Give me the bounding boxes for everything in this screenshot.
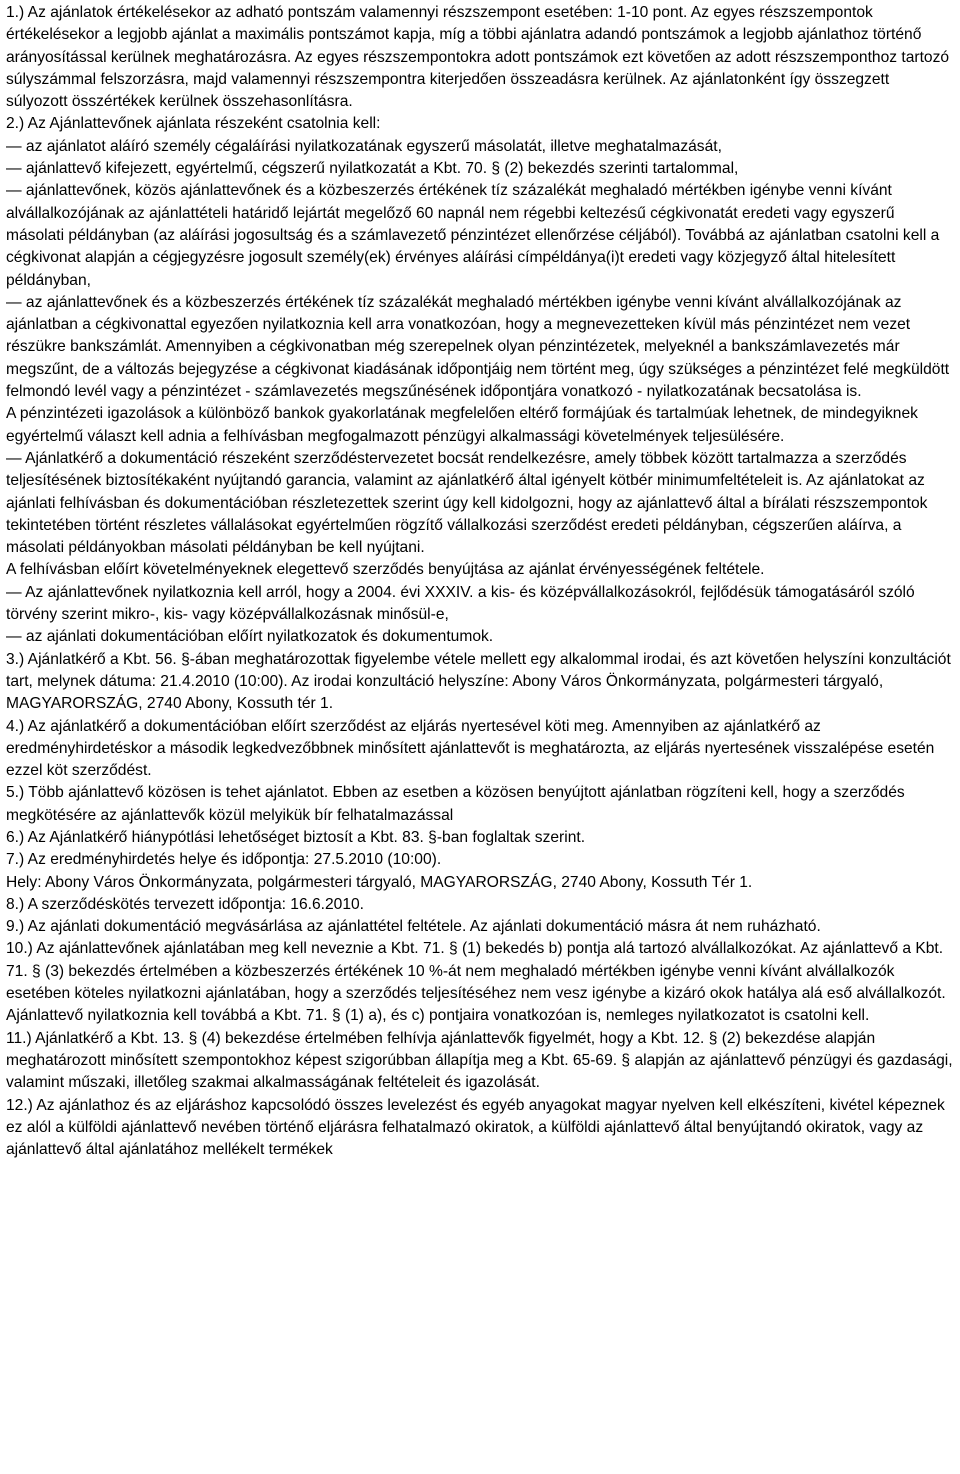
paragraph-8-contract-date: 8.) A szerződéskötés tervezett időpontja: 16.6.2010. [6,895,365,913]
list-item-required-documents: — az ajánlati dokumentációban előírt nyilatkozatok és dokumentumok. [6,628,494,646]
paragraph-1-scoring: 1.) Az ajánlatok értékelésekor az adható pontszám valamennyi részszempont esetében: 1-10 pont. Az egyes részszempontok értékelésekor a legjobb ajánlat a maximális pontszámot kapja, míg a többi ajánlatra adandó pontszámok a legjobb ajánlathoz történő arányosítással kerülnek meghatározásra. Az egyes részszempontokra adott pontszámok ezt követően az adott részszemponthoz tartozó súlyszámmal felszorzásra, majd valamennyi részszempontra kiterjedően összeadásra kerülnek. Az ajánlatonként így összegzett súlyozott összértékek kerülnek összehasonlításra. [6,4,950,111]
paragraph-12-language: 12.) Az ajánlathoz és az eljáráshoz kapcsolódó összes levelezést és egyéb anyagokat magyar nyelven kell elkészíteni, kivétel képeznek ez alól a külföldi ajánlattevő nevében történő eljárásra felhatalmazó okiratok, a külföldi ajánlattevő által benyújtandó okiratok, vagy az ajánlattevő által ajánlatához mellékelt termékek [6,1096,945,1159]
paragraph-9-documentation: 9.) Az ajánlati dokumentáció megvásárlása az ajánlattétel feltétele. Az ajánlati dokumentáció másra át nem ruházható. [6,918,821,936]
paragraph-10-subcontractors: 10.) Az ajánlattevőnek ajánlatában meg kell neveznie a Kbt. 71. § (1) bekedés b) pontja alá tartozó alvállalkozókat. Az ajánlattevő a Kbt. 71. § (3) bekezdés értelmében a közbeszerzés értékének 10 %-át nem meghaladó mértékben igénybe venni kívánt alvállalkozók esetében köteles nyilatkozni ajánlatában, hogy a szerződés teljesítéséhez nem vesz igénybe a kizáró okok hatálya alá eső alvállalkozót. Ajánlattevő nyilatkoznia kell továbbá a Kbt. 71. § (1) a), és c) pontjaira vonatkozóan is, nemleges nyilatkozatot is csatolni kell. [6,940,946,1025]
paragraph-2-intro: 2.) Az Ajánlattevőnek ajánlata részeként csatolnia kell: [6,115,381,133]
list-item-company-extract: — ajánlattevőnek, közös ajánlattevőnek és a közbeszerzés értékének tíz százalékát meghaladó mértékben igénybe venni kívánt alvállalkozójának az ajánlattételi határidő lejártát megelőző 60 napnál nem régebbi keltezésű cégkivonatát eredeti vagy egyszerű másolati példányban (az aláírási jogosultság és a számlavezető pénzintézet ellenőrzése céljából). Továbbá az ajánlatban csatolni kell a cégkivonat alapján a cégjegyzésre jogosult személy(ek) érvényes aláírási címpéldánya(i)t eredeti vagy közjegyző által hitelesített példányban, [6,182,940,289]
list-item-signature-declaration: — az ajánlatot aláíró személy cégaláírási nyilatkozatának egyszerű másolatát, illetve meghatalmazását, [6,137,722,155]
paragraph-7-result-announcement: 7.) Az eredményhirdetés helye és időpontja: 27.5.2010 (10:00). [6,851,442,869]
paragraph-5-joint-bid: 5.) Több ajánlattevő közösen is tehet ajánlatot. Ebben az esetben a közösen benyújtott ajánlatban rögzíteni kell, hogy a szerződés megkötésére az ajánlattevők közül melyikük bír felhatalmazással [6,784,905,824]
paragraph-11-suitability: 11.) Ajánlatkérő a Kbt. 13. § (4) bekezdése értelmében felhívja ajánlattevők figyelmét, hogy a Kbt. 12. § (2) bekezdése alapján meghatározott minősített szempontokhoz képest szigorúbban állapítja meg a Kbt. 65-69. § alapján az ajánlattevő pénzügyi és gazdasági, valamint műszaki, illetőleg szakmai alkalmasságának feltételeit és igazolását. [6,1029,953,1092]
paragraph-4-contract-winner: 4.) Az ajánlatkérő a dokumentációban előírt szerződést az eljárás nyertesével köti meg. Amennyiben az ajánlatkérő az eredményhirdetéskor a második legkedvezőbbnek minősített ajánlattevőt is meghatározta, az eljárás nyertesének visszalépése esetén ezzel köt szerződést. [6,717,935,780]
list-item-sme-declaration: — Az ajánlattevőnek nyilatkoznia kell arról, hogy a 2004. évi XXXIV. a kis- és középvállalkozásokról, fejlődésük támogatásáról szóló törvény szerint mikro-, kis- vagy középvállalkozásnak minősül-e, [6,583,915,624]
paragraph-contract-condition: A felhívásban előírt követelményeknek elegettevő szerződés benyújtása az ajánlat érvényességének feltétele. [6,561,765,579]
paragraph-announcement-location: Hely: Abony Város Önkormányzata, polgármesteri tárgyaló, MAGYARORSZÁG, 2740 Abony, Kossuth Tér 1. [6,873,753,891]
list-item-bank-account-statement: — az ajánlattevőnek és a közbeszerzés értékének tíz százalékát meghaladó mértékben igénybe venni kívánt alvállalkozójának az ajánlatban a cégkivonattal egyezően nyilatkoznia kell arra vonatkozóan, hogy a megnevezetteken kívül más pénzintézet nem vezet részükre bankszámlát. Amennyiben a cégkivonatban még szerepelnek olyan pénzintézetek, melyeknél a bankszámlavezetés már megszűnt, de a változás bejegyzése a cégkivonat kiadásának időpontjáig nem történt meg, úgy szükséges a pénzintézet felé megküldött felmondó levél vagy a pénzintézet - számlavezetés megszűnésének időpontjára vonatkozó - nyilatkozatának becsatolása is. [6,293,950,401]
list-item-kbt70-statement: — ajánlattevő kifejezett, egyértelmű, cégszerű nyilatkozatát a Kbt. 70. § (2) bekezdés szerinti tartalommal, [6,160,739,178]
paragraph-6-remedy: 6.) Az Ajánlatkérő hiánypótlási lehetőséget biztosít a Kbt. 83. §-ban foglaltak szerint. [6,828,586,846]
list-item-contract-draft: — Ajánlatkérő a dokumentáció részeként szerződéstervezetet bocsát rendelkezésre, amely többek között tartalmazza a szerződés teljesítésének biztosítékaként nyújtandó garancia, valamint az ajánlatkérő által igényelt kötbér minimumfeltételeit is. Az ajánlatokat az ajánlati felhívásban és dokumentációban részletezettek szerint úgy kell kidolgozni, hogy az ajánlattevő által a bírálati részszempontok tekintetében történt részletes vállalásokat egyértelműen rögzítő vállalkozási szerződést eredeti példányban, cégszerűen aláírva, a másolati példányokban másolati példányban be kell nyújtani. [6,449,928,557]
paragraph-3-consultation: 3.) Ajánlatkérő a Kbt. 56. §-ában meghatározottak figyelembe vétele mellett egy alkalommal irodai, és azt követően helyszíni konzultációt tart, melynek dátuma: 21.4.2010 (10:00). Az irodai konzultáció helyszíne: Abony Város Önkormányzata, polgármesteri tárgyaló, MAGYARORSZÁG, 2740 Abony, Kossuth tér 1. [6,650,951,713]
paragraph-bank-certificates: A pénzintézeti igazolások a különböző bankok gyakorlatának megfelelően eltérő formájúak és tartalmúak lehetnek, de mindegyiknek egyértelmű választ kell adnia a felhívásban megfogalmazott pénzügyi alkalmassági követelmények teljesülésére. [6,405,918,445]
